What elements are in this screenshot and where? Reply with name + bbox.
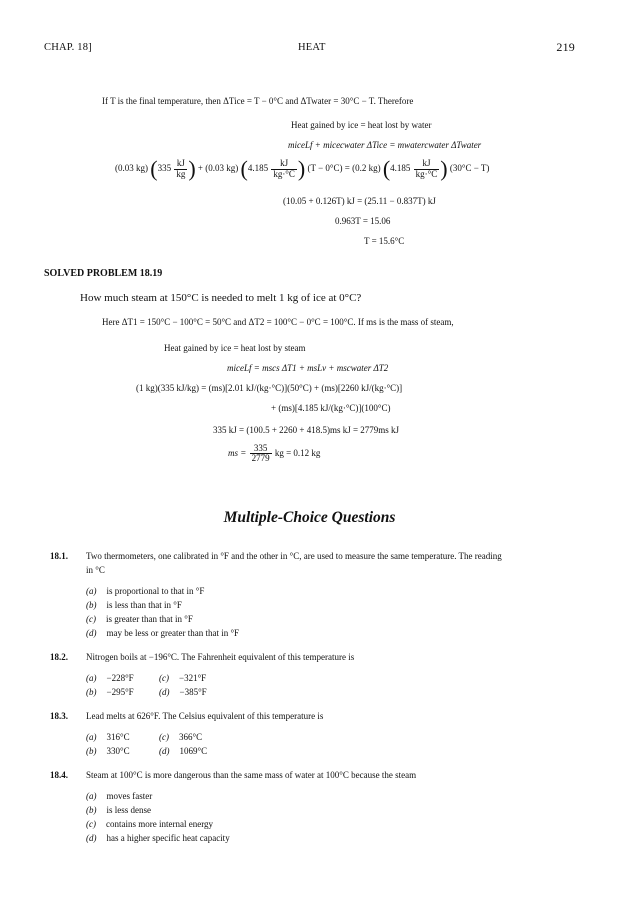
eq1-mass-ice: (0.03 kg) [115,163,148,174]
question-text: Nitrogen boils at −196°C. The Fahrenheit equivalent of this temperature is [86,652,355,662]
option-b[interactable]: (b) is less than that in °F [86,600,182,610]
option-d[interactable]: (d) −385°F [159,687,207,697]
option-c[interactable]: (c) 366°C [159,732,203,742]
question-text: Two thermometers, one calibrated in °F and the other in °C, are used to measure the same temperature. The reading [86,551,502,561]
option-a[interactable]: (a) 316°C [86,732,130,742]
option-a[interactable]: (a) −228°F [86,673,134,683]
solved-intro: Here ΔT1 = 150°C − 100°C = 50°C and ΔT2 = 100°C − 0°C = 100°C. If ms is the mass of steam, [102,317,454,327]
eq1-delta-t: (T − 0°C) = (0.2 kg) [307,163,381,174]
option-d[interactable]: (d) has a higher specific heat capacity [86,833,230,843]
solved-l5: 335 kJ = (100.5 + 2260 + 418.5)ms kJ = 2779ms kJ [213,425,400,435]
option-d[interactable]: (d) may be less or greater than that in °F [86,628,240,638]
option-d[interactable]: (d) 1069°C [159,746,208,756]
eq1-cwater-1: 4.185 [247,163,269,174]
option-c[interactable]: (c) contains more internal energy [86,819,214,829]
eq1-line6: T = 15.6°C [364,236,405,246]
option-b[interactable]: (b) is less dense [86,805,151,815]
eq1-cwater-2: 4.185 [390,163,411,174]
eq1-unit-2: $\frac{kJ}{kg\cdot^\circ C}$ [415,158,438,179]
option-b[interactable]: (b) −295°F [86,687,134,697]
question-number: 18.2. [50,652,68,662]
eq1-unit-kj-kg: $\frac{kJ}{kg}$ [176,158,186,179]
question-text: Steam at 100°C is more dangerous than the same mass of water at 100°C because the steam [86,770,417,780]
question-number: 18.4. [50,770,68,780]
solved-problem-title: SOLVED PROBLEM 18.19 [44,268,163,279]
solved-l3: (1 kg)(335 kJ/kg) = (ms)[2.01 kJ/(kg·°C)](50°C) + (ms)[2260 kJ/(kg·°C)] [136,383,403,393]
page-number: 219 [556,40,575,54]
eq1-line4: (10.05 + 0.126T) kJ = (25.11 − 0.837T) kJ [283,196,436,206]
solved-l2: miceLf = mscs ΔT1 + msLv + mscwater ΔT2 [227,363,389,373]
eq1-unit-1: $\frac{kJ}{kg\cdot^\circ C}$ [273,158,295,179]
chapter-label: CHAP. 18] [44,42,92,53]
question-text: Lead melts at 626°F. The Celsius equivalent of this temperature is [86,711,324,721]
solved-question: How much steam at 150°C is needed to melt 1 kg of ice at 0°C? [80,292,362,304]
eq1-plus-mass: + (0.03 kg) [197,163,239,174]
eq1-end: (30°C − T) [449,163,490,174]
option-a[interactable]: (a) moves faster [86,791,153,801]
eq1-line1: Heat gained by ice = heat lost by water [291,120,432,130]
intro-text: If T is the final temperature, then ΔTice = T − 0°C and ΔTwater = 30°C − T. Therefore [102,96,414,106]
option-c[interactable]: (c) is greater than that in °F [86,614,193,624]
question-text-cont: in °C [86,565,105,575]
option-a[interactable]: (a) is proportional to that in °F [86,586,205,596]
eq1-line2: miceLf + micecwater ΔTice = mwatercwater ΔTwater [288,140,482,150]
option-c[interactable]: (c) −321°F [159,673,207,683]
mcq-title: Multiple-Choice Questions [223,509,396,526]
eq1-latent-heat: 335 [157,163,172,174]
option-b[interactable]: (b) 330°C [86,746,130,756]
solved-result: kg = 0.12 kg [274,448,321,458]
eq1-line5: 0.963T = 15.06 [335,216,391,226]
solved-l4: + (ms)[4.185 kJ/(kg·°C)](100°C) [271,403,391,413]
question-number: 18.3. [50,711,68,721]
solved-l1: Heat gained by ice = heat lost by steam [164,343,306,353]
solved-ms-label: ms = [228,448,247,458]
question-number: 18.1. [50,551,68,561]
running-title: HEAT [298,42,326,53]
solved-fraction: $\frac{335}{2779}$ [251,443,270,464]
solved-l6 [228,444,320,464]
eq1-line3: (0.03 kg) (335 $\frac{kJ}{kg}$ ) + (0.03 kg) (4.185 $\frac{kJ}{kg\cdot^\circ C}$ ) (T − 0°C) = (0.2 kg) (4.185 $\frac{kJ}{kg\cdot^\circ C}$ ) (30°C − T) [115,156,490,181]
